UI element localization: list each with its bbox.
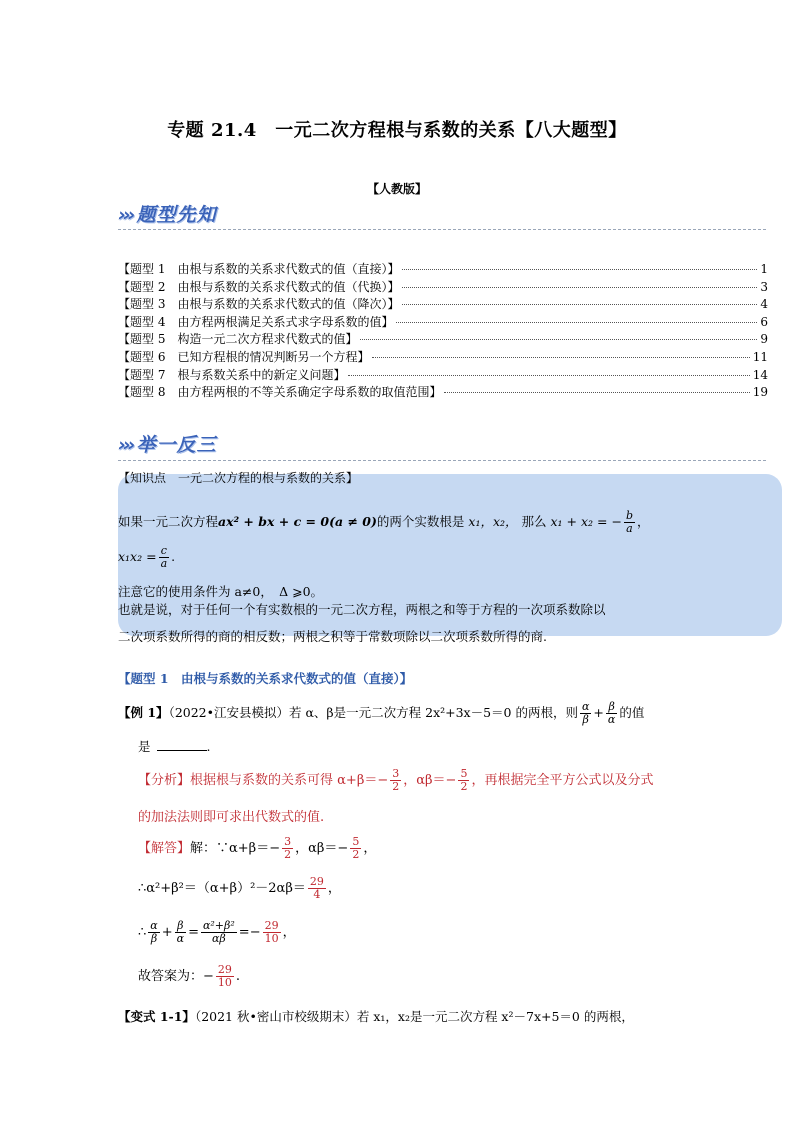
section-heading: 【题型 1 由根与系数的关系求代数式的值（直接）】 — [118, 671, 413, 686]
example-tail: 的值 — [619, 705, 645, 720]
toc-item[interactable] — [118, 296, 768, 314]
toc-leader — [402, 269, 757, 270]
analysis-line-1: 【分析】根据根与系数的关系可得 α+β＝− $\frac{3}{2}$ ，αβ＝− $\frac{5}{2}$ ，再根据完全平方公式以及分式 — [138, 767, 654, 793]
example-1-line-2: 是 . — [138, 739, 211, 754]
toc-leader — [402, 304, 757, 305]
toc-item[interactable] — [118, 314, 768, 332]
fraction: $\frac{5}{2}$ — [352, 835, 360, 861]
toc-page-number: 9 — [760, 332, 768, 347]
knowledge-title: 【知识点 一元二次方程的根与系数的关系】 — [118, 471, 359, 485]
fraction — [159, 545, 170, 570]
knowledge-explain-2: 二次项系数所得的商的相反数；两根之积等于常数项除以二次项系数所得的商. — [118, 629, 547, 644]
toc-page-number: 4 — [760, 297, 768, 312]
text: 如果一元二次方程 — [118, 514, 219, 529]
text: 的两个实数根是 — [376, 514, 465, 529]
banner-arrows-icon: ››› — [118, 434, 133, 456]
text: 故答案为：− — [138, 969, 214, 984]
fraction: $\frac{29}{4}$ — [309, 875, 324, 901]
toc-leader — [360, 339, 757, 340]
numerator: b — [625, 509, 633, 522]
variant-1-1 — [118, 1007, 634, 1025]
toc-item[interactable] — [118, 384, 768, 402]
edition-label: 【人教版】 — [366, 182, 427, 196]
toc-leader — [372, 357, 749, 358]
toc-page-number: 11 — [752, 349, 768, 364]
example-text: 若 α、β是一元二次方程 2x²+3x－5＝0 的两根，则 — [289, 705, 578, 720]
fraction: $\frac{5}{2}$ — [460, 767, 468, 793]
text: αβ＝− — [416, 773, 457, 788]
fraction: $\frac{29}{10}$ — [264, 919, 279, 945]
example-label: 【例 1】 — [118, 705, 169, 720]
analysis-label: 【分析】 — [138, 773, 191, 788]
toc-page-number: 19 — [752, 385, 768, 400]
text: 再根据完全平方公式以及分式 — [484, 773, 654, 788]
product-expr: x₁x₂ = — [118, 549, 157, 564]
divider — [118, 460, 766, 461]
toc-item-label: 【题型 7 根与系数关系中的新定义问题】 — [118, 367, 346, 382]
answer-line-2: ∴α²+β²＝（α+β）²－2αβ＝ $\frac{29}{4}$ ， — [138, 875, 341, 901]
toc-item-label: 【题型 3 由根与系数的关系求代数式的值（降次）】 — [118, 297, 400, 312]
knowledge-note: 注意它的使用条件为 a≠0， Δ ⩾0。 — [118, 584, 324, 599]
text: 解：∵α+β＝− — [190, 841, 281, 856]
banner-arrows-icon: ››› — [118, 204, 133, 226]
toc-item-label: 【题型 1 由根与系数的关系求代数式的值（直接）】 — [118, 262, 400, 276]
knowledge-line-1: 如果一元二次方程ax² + bx + c = 0(a ≠ 0)的两个实数根是 x₁，x₂， 那么 x₁ + x₂ = − $\frac{b}{a}$ ， — [118, 509, 650, 535]
toc-leader — [348, 375, 749, 376]
toc-item-label: 【题型 5 构造一元二次方程求代数式的值】 — [118, 332, 358, 347]
toc-leader — [444, 392, 749, 393]
toc-page-number: 6 — [760, 314, 768, 329]
answer-label: 【解答】 — [138, 841, 191, 856]
fraction: $\frac{3}{2}$ — [392, 767, 400, 793]
toc-item[interactable] — [118, 279, 768, 297]
text: αβ＝− — [308, 841, 349, 856]
text: 根据根与系数的关系可得 α+β＝− — [190, 773, 389, 788]
denominator: a — [626, 522, 633, 535]
banner-text: 举一反三 — [136, 434, 217, 456]
text: 那么 — [521, 514, 547, 529]
fraction: $\frac{\beta}{\alpha}$ — [176, 919, 185, 945]
banner-examples — [118, 430, 217, 457]
page-title: 专题 21.4 一元二次方程根与系数的关系【八大题型】 — [167, 120, 627, 141]
toc-leader — [396, 322, 757, 323]
variant-source: （2021 秋•密山市校级期末） — [194, 1009, 357, 1024]
text: ∴α²+β²＝（α+β）²－2αβ＝ — [138, 881, 306, 896]
answer-line-3: ∴ $\frac{\alpha}{\beta}$ + $\frac{\beta}{\alpha}$ = $\frac{\text{α²+β²}}{\alpha\beta}$ =− $\frac{29}{10}$ ， — [138, 919, 296, 945]
fraction — [624, 510, 635, 535]
knowledge-explain-1: 也就是说，对于任何一个有实数根的一元二次方程，两根之和等于方程的一次项系数除以 — [118, 602, 606, 617]
table-of-contents — [118, 261, 768, 402]
numerator: c — [160, 544, 167, 557]
variant-label: 【变式 1-1】 — [118, 1009, 195, 1024]
toc-item[interactable] — [118, 349, 768, 367]
fraction: $\frac{\text{α²+β²}}{\alpha\beta}$ — [202, 919, 235, 945]
banner-question-types — [118, 200, 217, 227]
fraction: $\frac{\alpha}{\beta}$ — [581, 700, 590, 726]
knowledge-line-2: x₁x₂ = $\frac{c}{a}$ . — [118, 544, 176, 570]
sum-expr: x₁ + x₂ = − — [550, 514, 622, 529]
toc-item-label: 【题型 4 由方程两根满足关系式求字母系数的值】 — [118, 314, 394, 329]
fraction: $\frac{29}{10}$ — [217, 963, 232, 989]
answer-line-4: 故答案为：− $\frac{29}{10}$ . — [138, 963, 241, 989]
banner-text: 题型先知 — [136, 204, 217, 226]
answer-line-1: 【解答】解：∵α+β＝− $\frac{3}{2}$ ，αβ＝− $\frac{5}{2}$ ， — [138, 835, 377, 861]
fraction: $\frac{3}{2}$ — [284, 835, 292, 861]
fraction: $\frac{\beta}{\alpha}$ — [607, 700, 616, 726]
toc-leader — [402, 287, 757, 288]
toc-page-number: 14 — [752, 367, 768, 382]
toc-item[interactable] — [118, 261, 768, 279]
example-source: （2022•江安县模拟） — [168, 705, 289, 720]
toc-item[interactable] — [118, 367, 768, 385]
fraction: $\frac{\alpha}{\beta}$ — [150, 919, 158, 945]
text: 是 — [138, 739, 151, 754]
roots: x₁，x₂， — [468, 514, 518, 529]
toc-item-label: 【题型 6 已知方程根的情况判断另一个方程】 — [118, 349, 370, 364]
divider — [118, 229, 766, 230]
example-1-line-1: 【例 1】（2022•江安县模拟）若 α、β是一元二次方程 2x²+3x－5＝0 的两根，则 $\frac{\alpha}{\beta}$ + $\frac{\beta}{\alpha}$ 的值 — [118, 700, 645, 726]
toc-item-label: 【题型 8 由方程两根的不等关系确定字母系数的取值范围】 — [118, 385, 442, 400]
toc-item[interactable] — [118, 331, 768, 349]
toc-item-label: 【题型 2 由根与系数的关系求代数式的值（代换）】 — [118, 279, 400, 294]
answer-blank[interactable] — [157, 750, 207, 751]
toc-page-number: 3 — [760, 279, 768, 294]
toc-page-number: 1 — [760, 262, 768, 276]
equation: ax² + bx + c = 0(a ≠ 0) — [218, 514, 377, 529]
analysis-line-2: 的加法法则即可求出代数式的值. — [138, 810, 325, 825]
denominator: a — [160, 557, 168, 570]
text: ∴ — [138, 925, 147, 940]
variant-text: 若 x₁，x₂是一元二次方程 x²－7x+5＝0 的两根， — [356, 1009, 634, 1024]
